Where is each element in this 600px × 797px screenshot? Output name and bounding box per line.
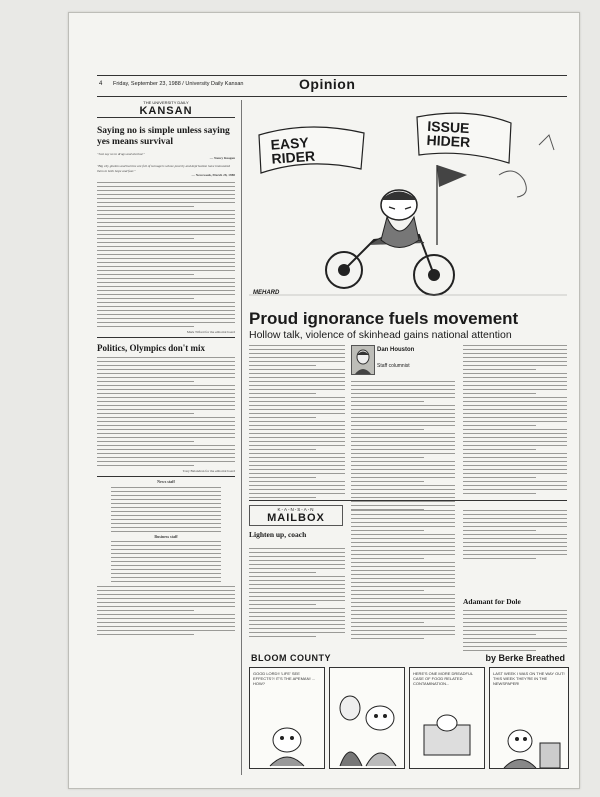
news-staff-list bbox=[97, 487, 235, 532]
dateline: Friday, September 23, 1988 / University Daily Kansan bbox=[113, 81, 244, 87]
comic-byline: by Berke Breathed bbox=[485, 653, 565, 663]
comic-strip bbox=[249, 653, 567, 771]
newspaper-page bbox=[68, 12, 580, 789]
column-body-3 bbox=[463, 345, 567, 497]
column-body-1 bbox=[249, 345, 345, 501]
editorial-headline: Saying no is simple unless saying yes means survival bbox=[97, 126, 230, 147]
masthead-title: KANSAN bbox=[97, 105, 235, 118]
news-staff-title: News staff bbox=[157, 479, 175, 485]
comic-panel-3 bbox=[409, 667, 485, 769]
letter1-body-b bbox=[351, 510, 455, 642]
quote-reagan: "Just say no to drugs and alcohol." bbox=[97, 152, 145, 156]
comic-panel-4-art bbox=[490, 713, 568, 768]
olympics-body-text bbox=[97, 357, 235, 466]
business-staff-list bbox=[97, 541, 235, 582]
editorial-column bbox=[97, 100, 235, 638]
columnist-role: Staff columnist bbox=[377, 363, 410, 369]
comic-title: BLOOM COUNTY bbox=[251, 653, 331, 663]
editorial-cartoon bbox=[249, 105, 567, 305]
olympics-headline: Politics, Olympics don't mix bbox=[97, 343, 205, 354]
letter1-headline: Lighten up, coach bbox=[249, 530, 307, 539]
letter1-body-a bbox=[249, 548, 345, 640]
column-divider bbox=[241, 100, 242, 775]
cartoon-title-left: EASY RIDER bbox=[270, 134, 316, 167]
quote-reagan-attr: — Nancy Reagan bbox=[209, 156, 235, 161]
section-title: Opinion bbox=[299, 76, 356, 92]
business-staff-title: Business staff bbox=[154, 533, 178, 539]
column-subhead: Hollow talk, violence of skinhead gains national attention bbox=[249, 329, 512, 341]
comic-panel-4-text: LAST WEEK I WAS ON THE WAY OUT! THIS WEEK THEY'RE IN THE NEWSPAPER! bbox=[493, 671, 565, 686]
comic-panel-3-text: HERE'S ONE MORE DREADFUL CASE OF FOOD RELATED CONTAMINATION... bbox=[413, 671, 473, 686]
mailbox-logo bbox=[249, 505, 343, 526]
letter1-body-c bbox=[463, 510, 567, 562]
section-rule bbox=[249, 500, 567, 501]
quote-newsweek: "Big city ghettos and barrios are full of teenagers whose poverty and deprivation have immunized them to both hope and fear." bbox=[97, 164, 230, 173]
cartoon-signature: MEHARD bbox=[253, 290, 280, 296]
letter2-body bbox=[463, 610, 567, 651]
comic-panel-2-art bbox=[330, 668, 404, 768]
comic-panel-1-text: GOOD LORD!! 'LIFE' SEE EFFECTS?! IT'S THE APEMAN! ... HOW? bbox=[253, 671, 316, 686]
column-body-2 bbox=[351, 381, 455, 513]
columnist-photo bbox=[351, 345, 375, 375]
cartoon-title-right: ISSUE HIDER bbox=[426, 117, 471, 151]
columnist-name: Dan Houston bbox=[377, 347, 415, 353]
columnist-portrait bbox=[352, 346, 374, 374]
olympics-signoff: Tony Balandran for the editorial board bbox=[182, 469, 235, 474]
mailbox-title: MAILBOX bbox=[267, 512, 325, 524]
masthead-small: THE UNIVERSITY DAILY bbox=[143, 100, 189, 105]
column-headline: Proud ignorance fuels movement bbox=[249, 309, 519, 328]
quote-newsweek-attr: — Newsweek, March 28, 1988 bbox=[191, 172, 235, 177]
comic-panel-1-art bbox=[250, 708, 324, 768]
editorial-signoff: Mark Tilford for the editorial board bbox=[186, 330, 235, 335]
comic-panel-4 bbox=[489, 667, 569, 769]
kansan-masthead bbox=[97, 100, 235, 118]
comic-panel-2 bbox=[329, 667, 405, 769]
letters-policy-text bbox=[97, 586, 235, 635]
page-header bbox=[97, 75, 567, 97]
letter2-block bbox=[463, 597, 567, 654]
columnist-box bbox=[351, 345, 455, 375]
comic-panel-1 bbox=[249, 667, 325, 769]
page-number: 4 bbox=[99, 81, 103, 87]
comic-panel-3-art bbox=[410, 713, 484, 768]
editorial-body-text bbox=[97, 182, 235, 327]
mailbox-brand: K-A-N-S-A-N bbox=[277, 507, 315, 512]
column-headline-block bbox=[249, 309, 567, 341]
letter2-headline: Adamant for Dole bbox=[463, 597, 521, 606]
